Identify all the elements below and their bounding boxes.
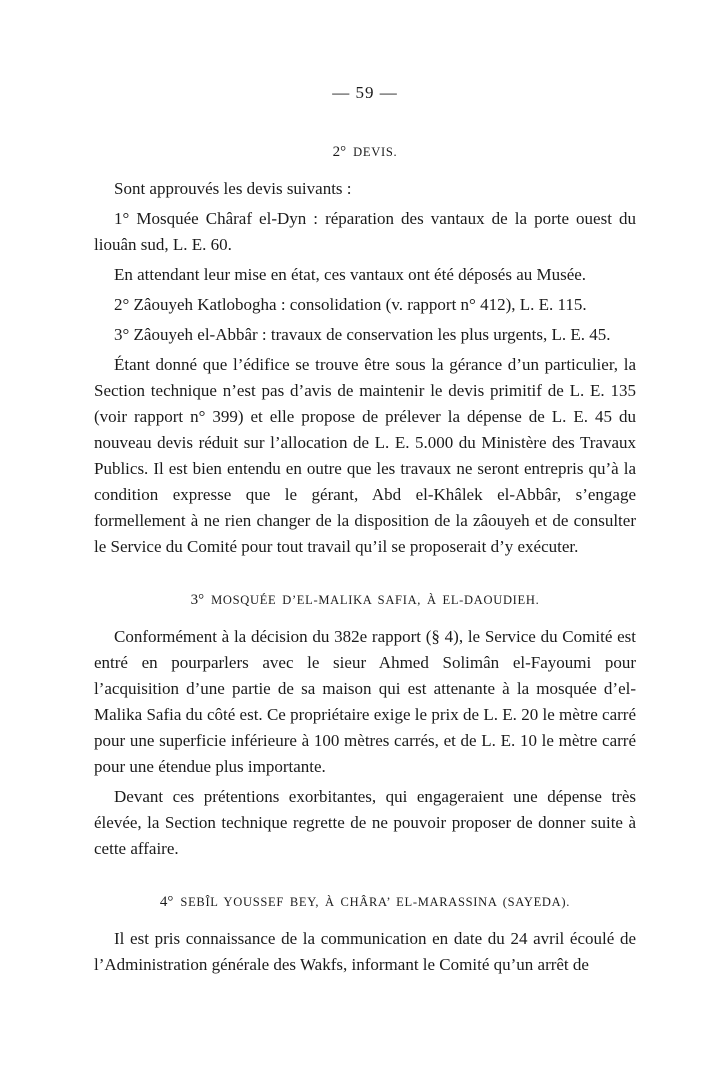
section-number: 3°	[190, 592, 205, 608]
paragraph-devis-explanation: Étant donné que l’édifice se trouve être sous la gérance d’un particulier, la Section technique n’est pas d’avis de maintenir le devis primitif de L. E. 135 (voir rapport n° 399) et elle propose de prélever la dépense de L. E. 45 du nouveau devis réduit sur l’allocation de L. E. 5.000 du Ministère des Travaux Publics. Il est bien entendu en outre que les travaux ne seront entrepris qu’à la condition expresse que le gérant, Abd el-Khâlek el-Abbâr, s’engage formellement à ne rien changer de la disposition de la zâouyeh et de consulter le Service du Comité pour tout travail qu’il se proposerait d’y exécuter.	[94, 355, 636, 556]
section-title: MOSQUÉE D’EL-MALIKA SAFIA, À EL-DAOUDIEH.	[211, 593, 540, 607]
paragraph-malika-safia-negotiation: Conformément à la décision du 382e rapport (§ 4), le Service du Comité est entré en pourparlers avec le sieur Ahmed Solimân el-Fayoumi pour l’acquisition d’une partie de sa maison qui est attenante à la mosquée d’el-Malika Safia du côté est. Ce propriétaire exige le prix de L. E. 20 le mètre carré pour une superficie inférieure à 100 mètres carrés, et de L. E. 10 le mètre carré pour une étendue plus importante.	[94, 627, 636, 776]
paragraph-sebil-communication: Il est pris connaissance de la communication en date du 24 avril écoulé de l’Administration générale des Wakfs, informant le Comité qu’un arrêt de	[94, 929, 636, 974]
paragraph-malika-safia-conclusion: Devant ces prétentions exorbitantes, qui engageraient une dépense très élevée, la Section technique regrette de ne pouvoir proposer de donner suite à cette affaire.	[94, 787, 636, 858]
section-number: 2°	[332, 144, 347, 160]
page-number: — 59 —	[332, 83, 398, 102]
paragraph-devis-item-1: 1° Mosquée Châraf el-Dyn : réparation des vantaux de la porte ouest du liouân sud, L. E. 60.	[94, 209, 636, 254]
section-title: SEBÎL YOUSSEF BEY, À CHÂRA’ EL-MARASSINA (SAYEDA).	[180, 895, 571, 909]
section-heading-devis	[94, 138, 636, 162]
section-number: 4°	[159, 894, 174, 910]
section-title: DEVIS.	[353, 145, 398, 159]
section-heading-malika-safia	[94, 586, 636, 610]
paragraph-devis-item-3: 3° Zâouyeh el-Abbâr : travaux de conservation les plus urgents, L. E. 45.	[114, 325, 611, 344]
section-heading-sebil-youssef-bey	[94, 888, 636, 912]
paragraph-devis-intro: Sont approuvés les devis suivants :	[114, 179, 352, 198]
paragraph-devis-item-2: 2° Zâouyeh Katlobogha : consolidation (v. rapport n° 412), L. E. 115.	[114, 295, 587, 314]
paragraph-devis-note: En attendant leur mise en état, ces vantaux ont été déposés au Musée.	[114, 265, 587, 284]
